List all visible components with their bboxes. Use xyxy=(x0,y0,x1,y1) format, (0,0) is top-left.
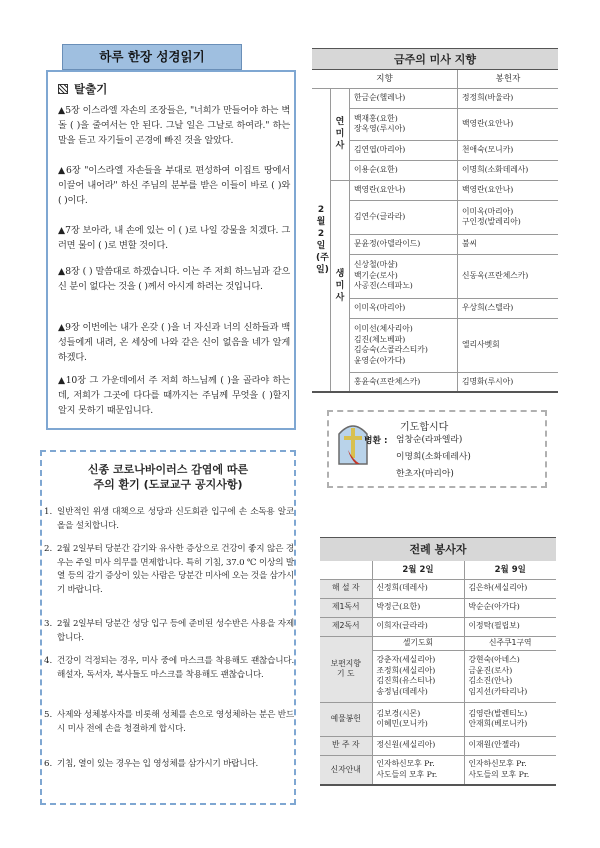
server-cell: 이희자(글라라) xyxy=(372,617,464,636)
table-header-row xyxy=(312,70,558,88)
server-cell: 이재원(안젤라) xyxy=(464,736,556,755)
offerer-cell: 불씨 xyxy=(458,234,559,254)
column-header-intention: 지향 xyxy=(312,70,458,88)
column-header-offerer: 봉헌자 xyxy=(458,70,559,88)
intention-cell: 신상철(마샬) 백기순(로사) 사공진(스테파노) xyxy=(350,254,458,298)
bible-book-heading xyxy=(58,81,107,97)
bible-paragraph: ▲6장 "이스라엘 자손들을 부대로 편성하여 이집트 땅에서 이끌어 내어라" 하신 주님의 분부를 받은 이들이 바로 ( )와 ( )이다. xyxy=(58,165,290,206)
intention-cell: 이미옥(마리아) xyxy=(350,298,458,318)
intention-cell: 김연수(글라라) xyxy=(350,200,458,234)
server-cell: 김영란(발렌티노) 안재희(베로니카) xyxy=(464,702,556,736)
covid-item xyxy=(44,506,294,533)
covid-item xyxy=(44,709,294,736)
server-cell: 김보경(시몬) 이혜민(모니카) xyxy=(372,702,464,736)
role-label: 예물봉헌 xyxy=(320,702,372,736)
server-cell: 강현숙(아녜스) 금윤진(로사) 김소진(안나) 임지선(카타리나) xyxy=(464,650,556,702)
header-blank xyxy=(320,561,372,579)
mass-kind-yeon xyxy=(331,88,350,180)
covid-item xyxy=(44,758,294,772)
covid-item-text: 사제와 성체봉사자를 비롯해 성체를 손으로 영성체하는 분은 반드시 미사 전에 손을 청결하게 합시다. xyxy=(57,710,294,734)
covid-item-number: 5. xyxy=(44,710,53,720)
covid-item-number: 1. xyxy=(44,507,53,517)
offerer-cell: 이미옥(마리아) 구인정(발레리아) xyxy=(458,200,559,234)
role-label: 제2독서 xyxy=(320,617,372,636)
table-row xyxy=(312,108,558,140)
table-row xyxy=(312,180,558,200)
table-row xyxy=(312,234,558,254)
server-cell: 인자하신모후 Pr. 사도들의 모후 Pr. xyxy=(464,755,556,785)
prayer-label: 병환 : xyxy=(364,436,388,446)
server-cell: 이정탁(필립보) xyxy=(464,617,556,636)
bible-book-label: 탈출기 xyxy=(74,82,108,96)
covid-item-text: 기침, 열이 있는 경우는 입 영성체를 삼가시기 바랍니다. xyxy=(57,759,259,769)
bible-paragraph: ▲8장 ( ) 말씀대로 하겠습니다. 이는 주 저희 하느님과 같으신 분이 없다는 것을 ( )께서 아시게 하려는 것입니다. xyxy=(58,266,290,292)
server-cell: 박순순(아가다) xyxy=(464,598,556,617)
table-row xyxy=(312,298,558,318)
intention-cell: 백영란(요안나) xyxy=(350,180,458,200)
server-cell: 신정희(데레사) xyxy=(372,579,464,598)
date-header: 2월 2일 xyxy=(372,561,464,579)
prayer-title: 기도합시다 xyxy=(400,422,449,433)
covid-notice-title xyxy=(40,462,296,492)
server-cell: 인자하신모후 Pr. 사도들의 모후 Pr. xyxy=(372,755,464,785)
server-cell: 강춘자(세실리아) 조정희(세실리아) 김진희(유스티나) 송정님(데레사) xyxy=(372,650,464,702)
role-label: 보편지향 기 도 xyxy=(320,636,372,702)
covid-item-number: 4. xyxy=(44,656,53,666)
server-cell: 정신원(세실리아) xyxy=(372,736,464,755)
covid-item-number: 3. xyxy=(44,619,53,629)
bible-paragraph: ▲5장 이스라엘 자손의 조장들은, "너희가 만들어야 하는 벽돌 ( )을 줄여서는 안 된다. 그날 일은 그날로 하여라." 하는 말을 듣고 자기들이 곤경에 빠진 것을 알았다. xyxy=(58,105,290,146)
intention-cell: 김연엽(마리아) xyxy=(350,140,458,160)
table-row xyxy=(312,318,558,372)
covid-item xyxy=(44,655,294,682)
table-row xyxy=(312,254,558,298)
table-row xyxy=(320,579,556,598)
covid-title-line1: 신종 코로나바이러스 감염에 따른 xyxy=(87,463,249,476)
prayer-name: 엄창순(라파엘라) xyxy=(396,435,463,445)
group-label: 신주쿠1구역 xyxy=(464,636,556,650)
table-row xyxy=(320,702,556,736)
role-label: 반 주 자 xyxy=(320,736,372,755)
covid-item-number: 6. xyxy=(44,759,53,769)
covid-item-text: 2월 2일부터 당분간 성당 입구 등에 준비된 성수반은 사용을 자제합니다. xyxy=(57,619,294,643)
role-label: 신자안내 xyxy=(320,755,372,785)
role-label: 해 설 자 xyxy=(320,579,372,598)
intention-cell: 홍윤숙(프란체스카) xyxy=(350,372,458,392)
table-row xyxy=(320,636,556,650)
bible-paragraph: ▲7장 보아라, 내 손에 있는 이 ( )로 나일 강물을 치겠다. 그러면 물이 ( )로 변할 것이다. xyxy=(58,225,290,251)
intention-cell: 이미선(체사리아) 김진(체노베파) 김승숙(스콜라스티카) 윤영순(아가다) xyxy=(350,318,458,372)
bible-paragraph: ▲9장 이번에는 내가 온갖 ( )을 너 자신과 너의 신하들과 백성들에게 내려, 온 세상에 나와 같은 신이 없음을 네가 알게 하겠다. xyxy=(58,322,290,363)
group-label: 셀기도회 xyxy=(372,636,464,650)
prayer-name: 한초자(마리아) xyxy=(396,469,454,479)
covid-item-text: 2월 2일부터 당분간 감기와 유사한 증상으로 건강이 좋지 않은 경우는 주일 미사 의무를 면제합니다. 특히 기침, 37.0 ℃ 이상의 발열 등의 감기 증상이 있는 사람은 당분간 미사에 오는 것을 삼가시기 바랍니다. xyxy=(57,544,294,595)
liturgy-servers-table xyxy=(320,561,556,786)
table-row xyxy=(320,755,556,785)
intention-cell: 문윤정(아델라이드) xyxy=(350,234,458,254)
offerer-cell: 백영란(요안나) xyxy=(458,180,559,200)
mass-date-label xyxy=(312,88,331,392)
date-header: 2월 9일 xyxy=(464,561,556,579)
offerer-cell: 우상희(스텔라) xyxy=(458,298,559,318)
mass-kind-saeng xyxy=(331,180,350,392)
server-cell: 박정근(요한) xyxy=(372,598,464,617)
offerer-cell: 이명희(소화데레사) xyxy=(458,160,559,180)
mass-kind-saeng-text: 생미사 xyxy=(335,268,345,303)
mass-date-text: 2월2일(주일) xyxy=(316,204,329,275)
covid-item xyxy=(44,543,294,597)
covid-title-line2: 주의 환기 (도쿄교구 공지사항) xyxy=(93,478,243,491)
table-header-row xyxy=(320,561,556,579)
mass-kind-yeon-text: 연미사 xyxy=(335,117,345,151)
mass-intention-title: 금주의 미사 지향 xyxy=(312,48,558,70)
covid-item xyxy=(44,618,294,645)
bible-reading-title: 하루 한장 성경읽기 xyxy=(62,44,242,70)
role-label: 제1독서 xyxy=(320,598,372,617)
table-row xyxy=(312,200,558,234)
prayer-name: 이명희(소화데레사) xyxy=(396,452,471,462)
offerer-cell: 김명화(루시아) xyxy=(458,372,559,392)
table-row xyxy=(312,88,558,108)
covid-item-text: 건강이 걱정되는 경우, 미사 중에 마스크를 착용해도 괜찮습니다. 해설자, 독서자, 복사들도 마스크를 착용해도 괜찮습니다. xyxy=(57,656,294,680)
table-row xyxy=(312,140,558,160)
hatched-box-icon xyxy=(58,84,68,94)
offerer-cell: 엘리사벳회 xyxy=(458,318,559,372)
offerer-cell: 백영란(요안나) xyxy=(458,108,559,140)
mass-intention-table xyxy=(312,70,558,393)
liturgy-servers-title: 전례 봉사자 xyxy=(320,537,556,561)
table-row xyxy=(312,372,558,392)
server-cell: 김은하(세실리아) xyxy=(464,579,556,598)
covid-item-text: 일반적인 위생 대책으로 성당과 신도회관 입구에 손 소독용 알코올을 설치합니다. xyxy=(57,507,294,531)
offerer-cell: 천애숙(모니카) xyxy=(458,140,559,160)
offerer-cell: 신동욱(프란체스카) xyxy=(458,254,559,298)
table-row xyxy=(320,617,556,636)
table-row xyxy=(320,736,556,755)
intention-cell: 이용순(요한) xyxy=(350,160,458,180)
table-row xyxy=(320,598,556,617)
offerer-cell: 정정희(바울라) xyxy=(458,88,559,108)
bible-paragraph: ▲10장 그 가운데에서 주 저희 하느님께 ( )을 골라야 하는데, 저희가 그곳에 다다를 때까지는 주님께 무엇을 ( )할지 알지 못하기 때문입니다. xyxy=(58,375,290,416)
intention-cell: 백재홍(요한) 장옥영(루시아) xyxy=(350,108,458,140)
intention-cell: 한금순(헬레나) xyxy=(350,88,458,108)
covid-item-number: 2. xyxy=(44,544,53,554)
table-row xyxy=(312,160,558,180)
